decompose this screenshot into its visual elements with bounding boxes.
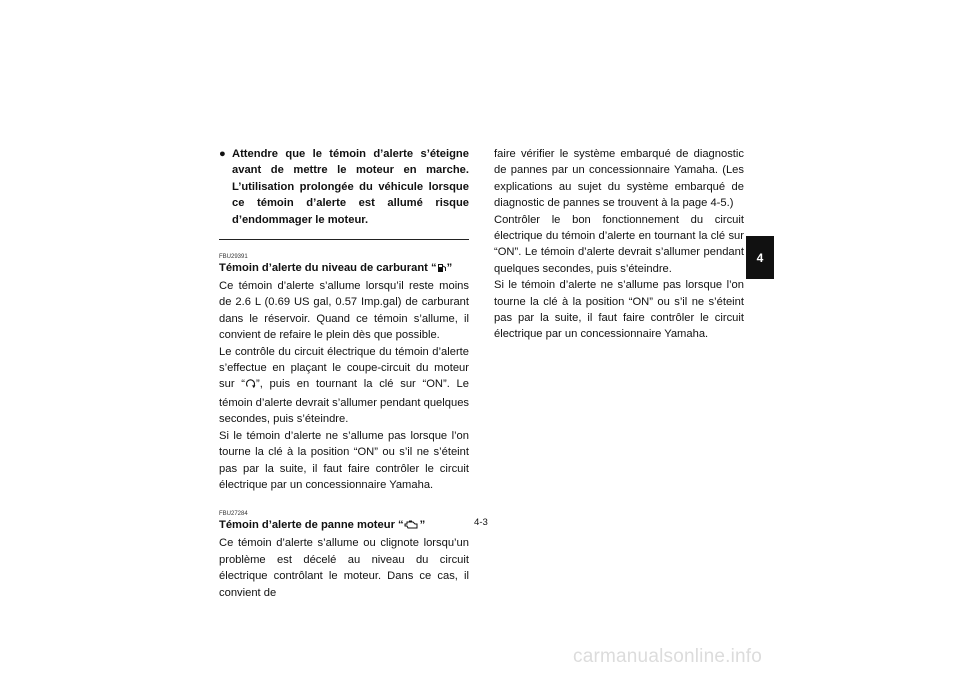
fuel-title-text: Témoin d’alerte du niveau de carburant “ (219, 262, 437, 275)
fuel-section-code: FBU29391 (219, 254, 248, 261)
right-paragraph-1: faire vérifier le système embarqué de diagnostic de pannes par un concessionnaire Yamaha. (Les explications au sujet du système embarqué de diagnostic de pannes se trouvent à la page 4-5.) (494, 148, 744, 210)
warning-bullet: ● (219, 148, 226, 160)
chapter-tab: 4 (746, 236, 774, 279)
fuel-paragraph-2 (219, 344, 469, 428)
warning-text: Attendre que le témoin d’alerte s’éteigne avant de mettre le moteur en marche. L’utilisation prolongée du véhicule lorsque ce témoin d’alerte est allumé risque d’endommager le moteur. (232, 148, 469, 226)
engine-section-code: FBU27284 (219, 511, 248, 518)
left-column (219, 146, 469, 601)
watermark: carmanualsonline.info (573, 646, 763, 667)
right-column (494, 146, 744, 343)
fuel-pump-icon (437, 262, 447, 277)
engine-title-close: ” (419, 519, 426, 532)
right-paragraph-2: Contrôler le bon fonctionnement du circuit électrique du témoin d’alerte en tournant la clé sur “ON”. Le témoin d’alerte devrait s’allumer pendant quelques secondes, puis s’éteindre. (494, 213, 744, 275)
fuel-title-close: ” (446, 262, 453, 275)
warning-divider (219, 239, 469, 240)
engine-section-title (219, 518, 469, 534)
fuel-paragraph-3: Si le témoin d’alerte ne s’allume pas lorsque l’on tourne la clé à la position “ON” ou s’il ne s’éteint pas par la suite, il faut faire contrôler le circuit électrique par un concessionnaire Yamaha. (219, 429, 469, 491)
right-paragraph-3: Si le témoin d’alerte ne s’allume pas lorsque l’on tourne la clé à la position “ON” ou s’il ne s’éteint pas par la suite, il faut faire contrôler le circuit électrique par un concessionnaire Yamaha. (494, 279, 744, 341)
engine-title-text: Témoin d’alerte de panne moteur “ (219, 519, 404, 532)
warning-item (219, 146, 469, 228)
engine-paragraph-1: Ce témoin d’alerte s’allume ou clignote lorsqu’un problème est décelé au niveau du circuit électrique contrôlant le moteur. Dans ce cas, il convient de (219, 537, 469, 599)
engine-trouble-icon (404, 520, 420, 534)
fuel-section-title (219, 261, 469, 277)
fuel-paragraph-1: Ce témoin d’alerte s’allume lorsqu’il reste moins de 2.6 L (0.69 US gal, 0.57 Imp.gal) de carburant dans le réservoir. Quand ce témoin s’allume, il convient de refaire le plein dès que possible. (219, 280, 469, 342)
engine-run-switch-icon (245, 378, 256, 394)
fuel-paragraph-2-end: ”, puis en tournant la clé sur “ON”. Le témoin d’alerte devrait s’allumer pendant quelques secondes, puis s’éteindre. (219, 378, 470, 426)
fuel-paragraph-2-start: Le contrôle du circuit électrique du témoin d’alerte s’effectue en plaçant le coupe-circuit du moteur sur “ (219, 345, 469, 391)
page-number: 4-3 (474, 517, 488, 528)
